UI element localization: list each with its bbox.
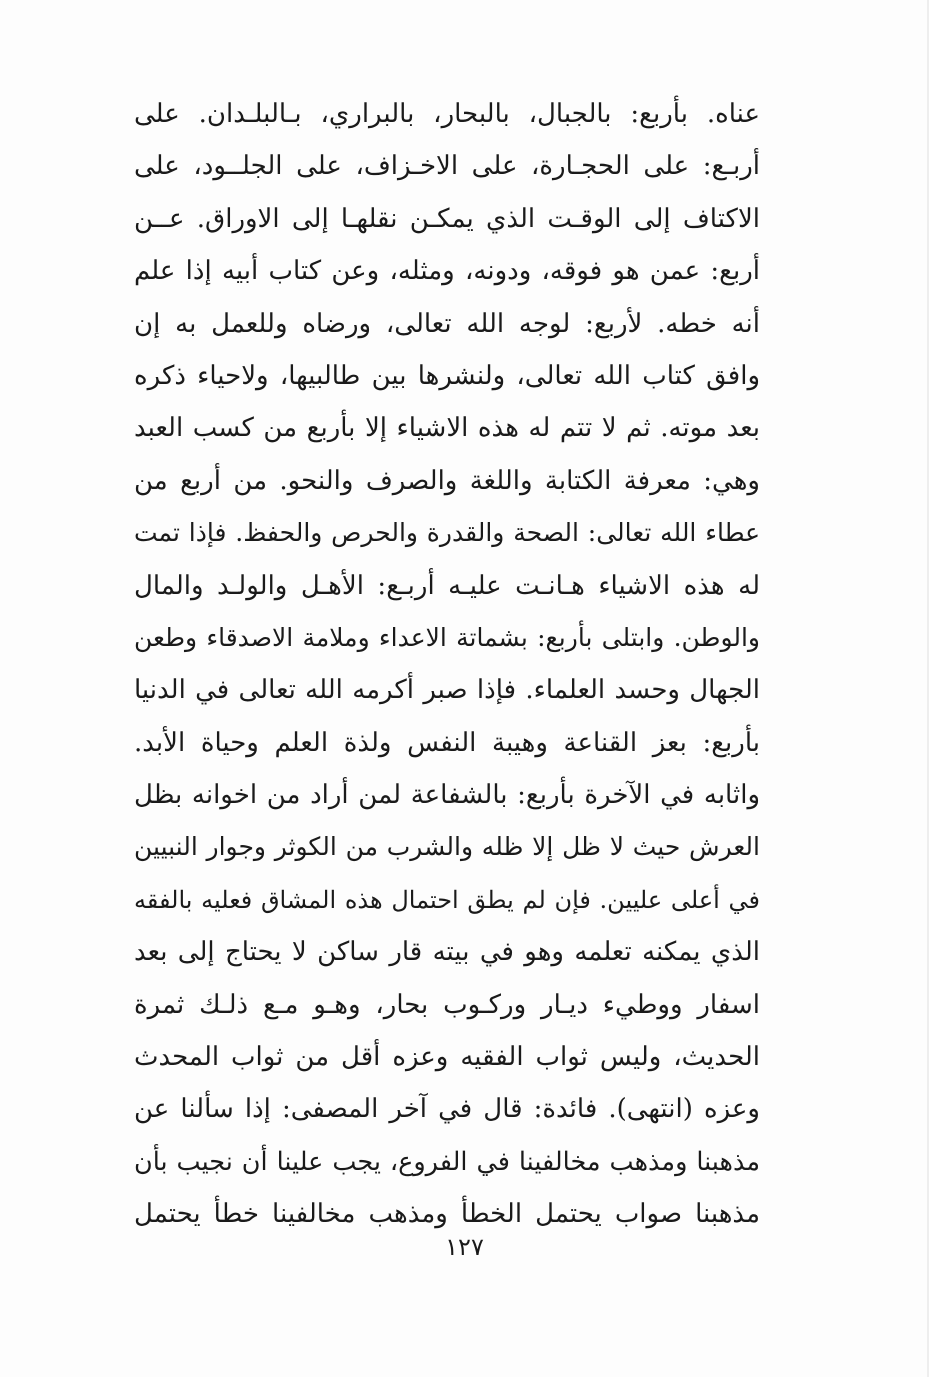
page-number: ١٢٧ (445, 1233, 484, 1261)
text-line: مذهبنا صواب يحتمل الخطأ ومذهب مخالفينا خطأ يحتمل (134, 1199, 760, 1230)
text-line: مذهبنا ومذهب مخالفينا في الفروع، يجب علينا أن نجيب بأن (134, 1146, 760, 1177)
text-line: وهي: معرفة الكتابة واللغة والصرف والنحو. من أربع من (134, 465, 760, 496)
text-line: وافق كتاب الله تعالى، ولنشرها بين طالبيها، ولاحياء ذكره (134, 360, 760, 391)
text-line: الاكتاف إلى الوقـت الذي يمكـن نقلهـا إلى الاوراق. عــن (134, 203, 760, 234)
body-text (134, 88, 760, 1241)
text-line: بأربع: بعز القناعة وهيبة النفس ولذة العلم وحياة الأبد. (134, 727, 760, 758)
text-line: في أعلى عليين. فإن لم يطق احتمال هذه المشاق فعليه بالفقه (134, 885, 760, 914)
text-line: أربع: عمن هو فوقه، ودونه، ومثله، وعن كتاب أبيه إذا علم (134, 256, 760, 287)
text-line: العرش حيث لا ظل إلا ظله والشرب من الكوثر وجوار النبيين (134, 832, 760, 862)
text-line: له هذه الاشياء هـانـت عليـه أربـع: الأهـل والولـد والمال (134, 570, 760, 601)
text-line: عناه. بأربع: بالجبال، بالبحار، بالبراري، بـالبلـدان. على (134, 99, 760, 129)
text-line: أربـع: على الحجـارة، على الاخـزاف، على الجلــود، على (134, 151, 760, 182)
text-line: واثابه في الآخرة بأربع: بالشفاعة لمن أراد من اخوانه بظل (134, 780, 760, 811)
text-line: الذي يمكنه تعلمه وهو في بيته قار ساكن لا يحتاج إلى بعد (134, 937, 760, 968)
text-line: اسفار ووطيء ديـار وركـوب بحار، وهـو مـع ذلـك ثمرة (134, 989, 760, 1020)
text-line: وعزه (انتهى). فائدة: قال في آخر المصفى: إذا سألنا عن (134, 1094, 760, 1125)
text-line: الحديث، وليس ثواب الفقيه وعزه أقل من ثواب المحدث (134, 1042, 760, 1073)
text-line: والوطن. وابتلى بأربع: بشماتة الاعداء وملامة الاصدقاء وطعن (134, 622, 760, 652)
text-line: الجهال وحسد العلماء. فإذا صبر أكرمه الله تعالى في الدنيا (134, 675, 760, 706)
text-line: بعد موته. ثم لا تتم له هذه الاشياء إلا بأربع من كسب العبد (134, 413, 760, 444)
text-line: عطاء الله تعالى: الصحة والقدرة والحرص والحفظ. فإذا تمت (134, 518, 760, 548)
text-line: أنه خطه. لأربع: لوجه الله تعالى، ورضاه وللعمل به إن (134, 308, 760, 339)
